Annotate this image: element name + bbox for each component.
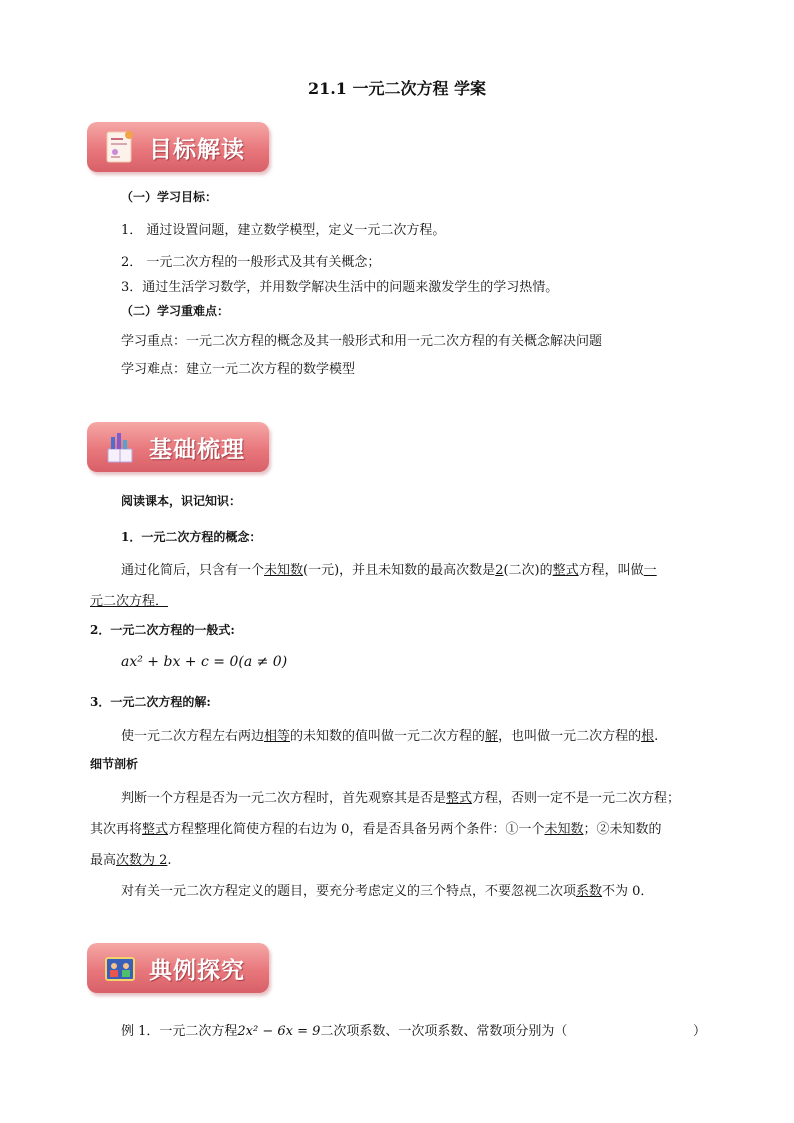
difficulty-point: 学习难点：建立一元二次方程的数学模型 xyxy=(121,362,356,377)
section-banner-label: 典例探究 xyxy=(149,958,245,984)
general-form-heading: 2．一元二次方程的一般式: xyxy=(90,623,235,637)
underlined-term: 一 xyxy=(643,563,657,578)
solution-heading: 3．一元二次方程的解: xyxy=(90,695,211,709)
example-equation: 2x² − 6x = 9 xyxy=(237,1024,321,1039)
underlined-term: 2 xyxy=(495,563,504,578)
underlined-term: 解 xyxy=(485,729,499,744)
key-point: 学习重点：一元二次方程的概念及其一般形式和用一元二次方程的有关概念解决问题 xyxy=(121,334,603,349)
underlined-term: 未知数 xyxy=(544,822,584,837)
underlined-term: 根 xyxy=(641,729,655,744)
answer-blank-close: ） xyxy=(693,1024,707,1039)
text-run: 最高 xyxy=(90,853,117,868)
concept-line-2: 元二次方程． xyxy=(90,594,169,609)
text-run: (二次)的 xyxy=(503,563,553,578)
concept-heading: 1．一元二次方程的概念： xyxy=(121,530,262,544)
text-run: (一元)，并且未知数的最高次数是 xyxy=(303,563,496,578)
text-run: . xyxy=(167,853,172,868)
text-run: 其次再将 xyxy=(90,822,143,837)
text-run: 二次项系数、一次项系数、常数项分别为（ xyxy=(320,1024,568,1039)
text-run: . xyxy=(654,729,659,744)
page-title: 21.1 一元二次方程 学案 xyxy=(307,79,487,98)
underlined-term: 系数 xyxy=(576,884,603,899)
example-1 xyxy=(121,1020,567,1039)
underlined-term: 整式 xyxy=(446,791,473,806)
detail-heading: 细节剖析 xyxy=(90,757,139,771)
goal-1: 1． 通过设置问题，建立数学模型，定义一元二次方程。 xyxy=(121,223,446,238)
detail-line-3 xyxy=(90,849,172,868)
text-run: 方程，叫做 xyxy=(578,563,644,578)
section-banner-basics xyxy=(87,422,269,472)
text-run: 方程，否则一定不是一元二次方程； xyxy=(472,791,681,806)
reading-intro: 阅读课本，识记知识： xyxy=(121,494,242,508)
text-run: 例 1．一元二次方程 xyxy=(121,1024,238,1039)
underlined-term: 次数为 2 xyxy=(116,853,168,868)
text-run: ，也叫做一元二次方程的 xyxy=(498,729,642,744)
document-icon xyxy=(103,129,137,165)
section-banner-examples xyxy=(87,943,269,993)
text-run: 判断一个方程是否为一元二次方程时，首先观察其是否是 xyxy=(121,791,447,806)
text-run: 通过化简后，只含有一个 xyxy=(121,563,265,578)
detail-line-2 xyxy=(90,818,661,837)
people-board-icon xyxy=(103,950,137,986)
solution-definition xyxy=(121,725,658,744)
concept-line-1 xyxy=(121,559,657,578)
text-run: 对有关一元二次方程定义的题目，要充分考虑定义的三个特点，不要忽视二次项 xyxy=(121,884,577,899)
text-run: 不为 0． xyxy=(602,884,654,899)
goals-heading: （一）学习目标： xyxy=(121,190,218,204)
general-form-formula: ax² + bx + c = 0(a ≠ 0) xyxy=(121,654,288,670)
goal-3: 3．通过生活学习数学，并用数学解决生活中的问题来激发学生的学习热情。 xyxy=(121,280,559,295)
section-banner-label: 基础梳理 xyxy=(149,437,245,463)
goal-2: 2． 一元二次方程的一般形式及其有关概念； xyxy=(121,255,381,270)
key-heading: （二）学习重难点： xyxy=(121,304,230,318)
underlined-term: 未知数 xyxy=(264,563,304,578)
text-run: 方程整理化简使方程的右边为 0，看是否具备另两个条件：①一个 xyxy=(168,822,545,837)
text-run: ；②未知数的 xyxy=(583,822,662,837)
chart-book-icon xyxy=(103,429,137,465)
text-run: 的未知数的值叫做一元二次方程的 xyxy=(290,729,486,744)
underlined-term: 整式 xyxy=(552,563,579,578)
text-run: 使一元二次方程左右两边 xyxy=(121,729,265,744)
detail-line-1 xyxy=(121,787,680,806)
detail-line-4 xyxy=(121,880,653,899)
underlined-term: 整式 xyxy=(142,822,169,837)
section-banner-label: 目标解读 xyxy=(149,137,245,163)
section-banner-goals xyxy=(87,122,269,172)
underlined-term: 相等 xyxy=(264,729,291,744)
